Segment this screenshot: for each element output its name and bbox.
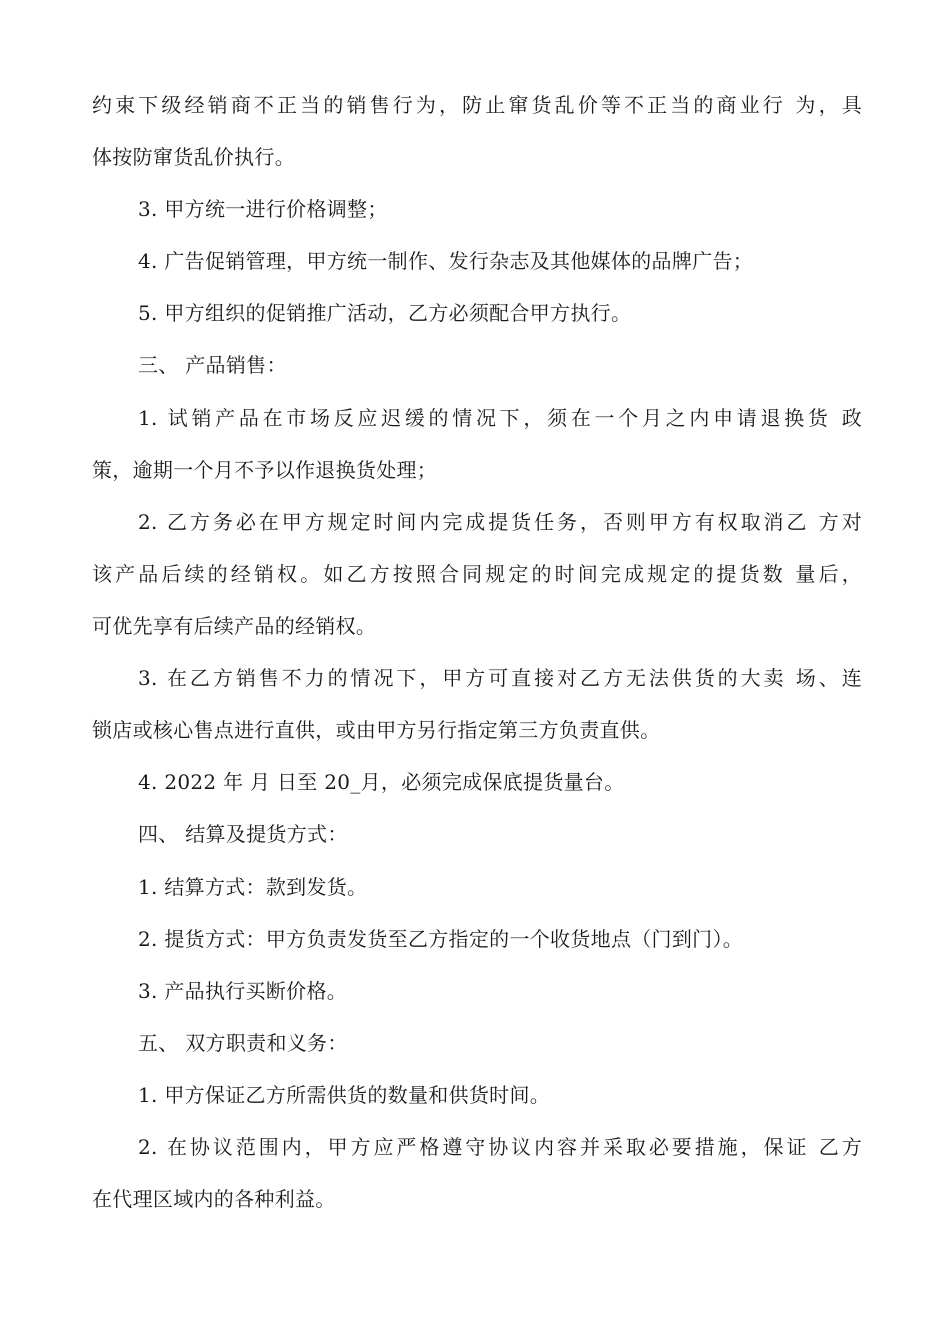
- paragraph-line: 可优先享有后续产品的经销权。: [92, 614, 377, 638]
- paragraph-line: 体按防窜货乱价执行。: [92, 145, 295, 169]
- list-item: 4. 广告促销管理，甲方统一制作、发行杂志及其他媒体的品牌广告；: [138, 249, 754, 273]
- paragraph-line: 锁店或核心售点进行直供，或由甲方另行指定第三方负责直供。: [92, 718, 661, 742]
- list-item: 3. 在乙方销售不力的情况下，甲方可直接对乙方无法供货的大卖 场、连: [138, 666, 862, 690]
- list-item: 2. 提货方式：甲方负责发货至乙方指定的一个收货地点（门到门）。: [138, 927, 744, 951]
- section-heading: 四、 结算及提货方式：: [138, 822, 348, 846]
- list-item: 2. 乙方务必在甲方规定时间内完成提货任务，否则甲方有权取消乙 方对: [138, 510, 862, 534]
- paragraph-line: 约束下级经销商不正当的销售行为，防止窜货乱价等不正当的商业行 为，具: [92, 93, 862, 117]
- section-heading: 五、 双方职责和义务：: [138, 1031, 348, 1055]
- list-item: 2. 在协议范围内，甲方应严格遵守协议内容并采取必要措施，保证 乙方: [138, 1135, 862, 1159]
- section-heading: 三、 产品销售：: [138, 353, 287, 377]
- list-item: 1. 甲方保证乙方所需供货的数量和供货时间。: [138, 1083, 551, 1107]
- paragraph-line: 在代理区域内的各种利益。: [92, 1187, 336, 1211]
- list-item: 4. 2022 年 月 日至 20_月，必须完成保底提货量台。: [138, 770, 625, 794]
- paragraph-line: 策，逾期一个月不予以作退换货处理；: [92, 458, 438, 482]
- list-item: 3. 产品执行买断价格。: [138, 979, 348, 1003]
- list-item: 3. 甲方统一进行价格调整；: [138, 197, 388, 221]
- list-item: 1. 试销产品在市场反应迟缓的情况下，须在一个月之内申请退换货 政: [138, 406, 862, 430]
- list-item: 1. 结算方式：款到发货。: [138, 875, 368, 899]
- paragraph-line: 该产品后续的经销权。如乙方按照合同规定的时间完成规定的提货数 量后，: [92, 562, 862, 586]
- list-item: 5. 甲方组织的促销推广活动，乙方必须配合甲方执行。: [138, 301, 632, 325]
